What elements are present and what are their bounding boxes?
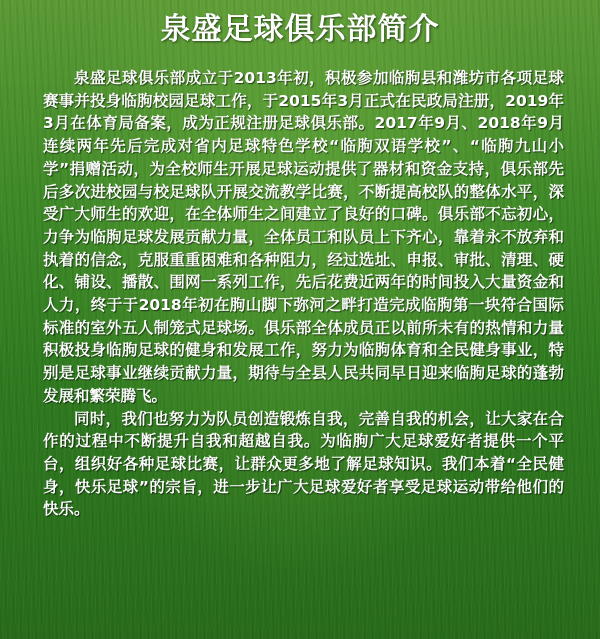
intro-paragraph-1: 泉盛足球俱乐部成立于2013年初，积极参加临朐县和潍坊市各项足球赛事并投身临朐校园足球工作，于2015年3月正式在民政局注册，2019年3月在体育局备案，成为正规注册足球俱乐部。2017年9月、2018年9月连续两年先后完成对省内足球特色学校“临朐双语学校”、“临朐九山小学”捐赠活动，为全校师生开展足球运动提供了器材和资金支持，俱乐部先后多次进校园与校足球队开展交流教学比赛，不断提高校队的整体水平，深受广大师生的欢迎，在全体师生之间建立了良好的口碑。俱乐部不忘初心，力争为临朐足球发展贡献力量，全体员工和队员上下齐心，靠着永不放弃和执着的信念，克服重重困难和各种阻力，经过选址、申报、审批、清理、硬化、铺设、播散、围网一系列工作，先后花费近两年的时间投入大量资金和人力，终于于2018年初在朐山脚下弥河之畔打造完成临朐第一块符合国际标准的室外五人制笼式足球场。俱乐部全体成员正以前所未有的热情和力量积极投身临朐足球的健身和发展工作，努力为临朐体育和全民健身事业，特别是足球事业继续贡献力量，期待与全县人民共同早日迎来临朐足球的蓬勃发展和繁荣腾飞。	[43, 69, 564, 405]
page-title: 泉盛足球俱乐部简介	[160, 12, 440, 47]
intro-text	[43, 67, 564, 521]
intro-paragraph-2: 同时，我们也努力为队员创造锻炼自我，完善自我的机会，让大家在合作的过程中不断提升自我和超越自我。为临朐广大足球爱好者提供一个平台，组织好各种足球比赛，让群众更多地了解足球知识。我们本着“全民健身，快乐足球”的宗旨，进一步让广大足球爱好者享受足球运动带给他们的快乐。	[43, 409, 564, 519]
